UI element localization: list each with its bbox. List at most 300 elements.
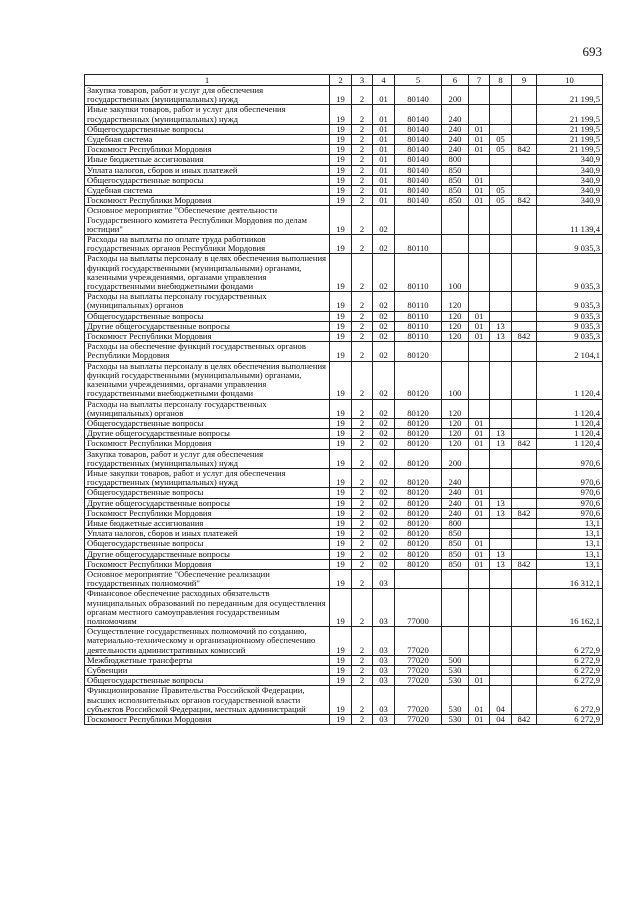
amount-cell: 340,9 bbox=[537, 175, 603, 185]
code-cell: 05 bbox=[490, 196, 512, 206]
code-cell bbox=[512, 665, 537, 675]
amount-cell: 970,6 bbox=[537, 468, 603, 487]
row-name-cell: Расходы на выплаты персоналу в целях обеспечения выполнения функций государственными (муниципальными) органами, казенными учреждениями, органами управления государственными внебюджетными фондами bbox=[85, 254, 330, 292]
code-cell: 19 bbox=[330, 155, 352, 165]
code-cell: 240 bbox=[442, 105, 469, 124]
code-cell: 19 bbox=[330, 86, 352, 105]
code-cell: 2 bbox=[352, 676, 373, 686]
code-cell: 01 bbox=[469, 715, 490, 725]
code-cell: 2 bbox=[352, 559, 373, 569]
code-cell bbox=[512, 498, 537, 508]
code-cell: 120 bbox=[442, 332, 469, 342]
code-cell bbox=[490, 569, 512, 588]
code-cell: 02 bbox=[373, 468, 395, 487]
code-cell: 01 bbox=[373, 105, 395, 124]
code-cell bbox=[469, 235, 490, 254]
code-cell: 02 bbox=[373, 549, 395, 559]
code-cell: 530 bbox=[442, 676, 469, 686]
amount-cell: 21 199,5 bbox=[537, 135, 603, 145]
code-cell: 80120 bbox=[395, 549, 442, 559]
code-cell: 03 bbox=[373, 627, 395, 656]
row-name-cell: Другие общегосударственные вопросы bbox=[85, 429, 330, 439]
code-cell bbox=[469, 399, 490, 418]
amount-cell: 340,9 bbox=[537, 186, 603, 196]
code-cell: 02 bbox=[373, 439, 395, 449]
code-cell: 2 bbox=[352, 529, 373, 539]
code-cell: 2 bbox=[352, 196, 373, 206]
code-cell bbox=[469, 655, 490, 665]
code-cell bbox=[469, 361, 490, 399]
code-cell bbox=[512, 676, 537, 686]
row-name-cell: Иные бюджетные ассигнования bbox=[85, 155, 330, 165]
row-name-cell: Общегосударственные вопросы bbox=[85, 539, 330, 549]
code-cell: 19 bbox=[330, 449, 352, 468]
code-cell: 2 bbox=[352, 321, 373, 331]
code-cell: 19 bbox=[330, 145, 352, 155]
code-cell: 19 bbox=[330, 498, 352, 508]
table-row bbox=[85, 627, 603, 656]
code-cell: 800 bbox=[442, 155, 469, 165]
code-cell: 240 bbox=[442, 508, 469, 518]
code-cell: 80120 bbox=[395, 418, 442, 428]
code-cell bbox=[512, 342, 537, 361]
code-cell: 01 bbox=[469, 124, 490, 134]
code-cell: 01 bbox=[373, 175, 395, 185]
code-cell: 120 bbox=[442, 311, 469, 321]
code-cell: 80110 bbox=[395, 311, 442, 321]
amount-cell: 6 272,9 bbox=[537, 627, 603, 656]
code-cell bbox=[490, 206, 512, 235]
code-cell bbox=[469, 569, 490, 588]
code-cell: 2 bbox=[352, 86, 373, 105]
code-cell bbox=[490, 124, 512, 134]
code-cell: 2 bbox=[352, 311, 373, 321]
code-cell: 80140 bbox=[395, 196, 442, 206]
code-cell bbox=[469, 589, 490, 627]
code-cell: 77020 bbox=[395, 676, 442, 686]
code-cell: 19 bbox=[330, 686, 352, 715]
code-cell: 19 bbox=[330, 235, 352, 254]
table-row bbox=[85, 655, 603, 665]
column-header: 8 bbox=[490, 75, 512, 86]
code-cell: 2 bbox=[352, 175, 373, 185]
code-cell: 02 bbox=[373, 418, 395, 428]
row-name-cell: Госкомюст Республики Мордовия bbox=[85, 332, 330, 342]
row-name-cell: Расходы на выплаты персоналу государственных (муниципальных) органов bbox=[85, 399, 330, 418]
code-cell: 01 bbox=[469, 439, 490, 449]
amount-cell: 970,6 bbox=[537, 449, 603, 468]
code-cell bbox=[512, 311, 537, 321]
code-cell bbox=[490, 676, 512, 686]
code-cell bbox=[512, 569, 537, 588]
code-cell: 2 bbox=[352, 498, 373, 508]
code-cell bbox=[490, 254, 512, 292]
code-cell: 2 bbox=[352, 627, 373, 656]
code-cell bbox=[512, 655, 537, 665]
code-cell: 01 bbox=[373, 145, 395, 155]
code-cell: 13 bbox=[490, 559, 512, 569]
amount-cell: 13,1 bbox=[537, 549, 603, 559]
code-cell bbox=[512, 449, 537, 468]
code-cell: 01 bbox=[469, 539, 490, 549]
code-cell bbox=[442, 569, 469, 588]
code-cell: 02 bbox=[373, 321, 395, 331]
code-cell: 80120 bbox=[395, 559, 442, 569]
code-cell: 13 bbox=[490, 321, 512, 331]
code-cell: 80110 bbox=[395, 254, 442, 292]
code-cell: 01 bbox=[373, 135, 395, 145]
code-cell: 19 bbox=[330, 399, 352, 418]
code-cell: 19 bbox=[330, 676, 352, 686]
table-row bbox=[85, 292, 603, 311]
code-cell bbox=[490, 488, 512, 498]
code-cell: 19 bbox=[330, 627, 352, 656]
code-cell: 80140 bbox=[395, 186, 442, 196]
code-cell: 19 bbox=[330, 342, 352, 361]
table-row bbox=[85, 429, 603, 439]
code-cell: 03 bbox=[373, 715, 395, 725]
code-cell: 240 bbox=[442, 488, 469, 498]
table-row bbox=[85, 488, 603, 498]
table-row bbox=[85, 518, 603, 528]
code-cell: 100 bbox=[442, 254, 469, 292]
row-name-cell: Субвенции bbox=[85, 665, 330, 675]
amount-cell: 970,6 bbox=[537, 498, 603, 508]
amount-cell: 9 035,3 bbox=[537, 311, 603, 321]
table-row bbox=[85, 589, 603, 627]
budget-table bbox=[84, 74, 603, 725]
code-cell: 2 bbox=[352, 488, 373, 498]
code-cell bbox=[512, 589, 537, 627]
code-cell: 19 bbox=[330, 665, 352, 675]
amount-cell: 9 035,3 bbox=[537, 235, 603, 254]
code-cell bbox=[512, 124, 537, 134]
code-cell bbox=[490, 589, 512, 627]
code-cell: 842 bbox=[512, 559, 537, 569]
amount-cell: 1 120,4 bbox=[537, 418, 603, 428]
amount-cell: 13,1 bbox=[537, 559, 603, 569]
code-cell: 100 bbox=[442, 361, 469, 399]
code-cell: 850 bbox=[442, 549, 469, 559]
code-cell: 80140 bbox=[395, 135, 442, 145]
code-cell: 80110 bbox=[395, 321, 442, 331]
code-cell bbox=[490, 86, 512, 105]
code-cell bbox=[442, 235, 469, 254]
table-row bbox=[85, 86, 603, 105]
amount-cell: 9 035,3 bbox=[537, 254, 603, 292]
row-name-cell: Финансовое обеспечение расходных обязательств муниципальных образований по переданным для осуществления органам местного самоуправления государственным полномочиям bbox=[85, 589, 330, 627]
code-cell: 19 bbox=[330, 518, 352, 528]
code-cell: 850 bbox=[442, 539, 469, 549]
column-header: 6 bbox=[442, 75, 469, 86]
code-cell bbox=[512, 165, 537, 175]
amount-cell: 16 312,1 bbox=[537, 569, 603, 588]
table-row bbox=[85, 135, 603, 145]
code-cell: 120 bbox=[442, 429, 469, 439]
code-cell: 80110 bbox=[395, 332, 442, 342]
table-row bbox=[85, 361, 603, 399]
code-cell bbox=[490, 342, 512, 361]
table-row bbox=[85, 715, 603, 725]
code-cell: 77020 bbox=[395, 686, 442, 715]
code-cell: 80110 bbox=[395, 292, 442, 311]
table-row bbox=[85, 332, 603, 342]
code-cell: 240 bbox=[442, 498, 469, 508]
code-cell: 2 bbox=[352, 145, 373, 155]
table-row bbox=[85, 311, 603, 321]
code-cell: 19 bbox=[330, 105, 352, 124]
code-cell: 02 bbox=[373, 539, 395, 549]
code-cell: 03 bbox=[373, 569, 395, 588]
row-name-cell: Иные закупки товаров, работ и услуг для обеспечения государственных (муниципальных) нужд bbox=[85, 105, 330, 124]
table-row bbox=[85, 321, 603, 331]
code-cell bbox=[512, 206, 537, 235]
code-cell bbox=[490, 665, 512, 675]
code-cell: 01 bbox=[373, 186, 395, 196]
code-cell: 19 bbox=[330, 559, 352, 569]
code-cell: 19 bbox=[330, 715, 352, 725]
code-cell bbox=[490, 529, 512, 539]
table-row bbox=[85, 529, 603, 539]
column-header: 4 bbox=[373, 75, 395, 86]
code-cell: 01 bbox=[373, 86, 395, 105]
code-cell: 2 bbox=[352, 342, 373, 361]
code-cell: 02 bbox=[373, 206, 395, 235]
code-cell: 530 bbox=[442, 686, 469, 715]
code-cell: 01 bbox=[469, 332, 490, 342]
code-cell bbox=[490, 655, 512, 665]
amount-cell: 9 035,3 bbox=[537, 292, 603, 311]
code-cell: 2 bbox=[352, 449, 373, 468]
code-cell: 01 bbox=[469, 145, 490, 155]
code-cell: 77020 bbox=[395, 665, 442, 675]
code-cell: 19 bbox=[330, 361, 352, 399]
code-cell bbox=[512, 235, 537, 254]
code-cell: 77020 bbox=[395, 627, 442, 656]
code-cell: 19 bbox=[330, 321, 352, 331]
code-cell bbox=[469, 254, 490, 292]
code-cell: 01 bbox=[469, 559, 490, 569]
column-header: 1 bbox=[85, 75, 330, 86]
row-name-cell: Госкомюст Республики Мордовия bbox=[85, 439, 330, 449]
row-name-cell: Осуществление государственных полномочий по созданию, материально-техническому и организационному обеспечению деятельности административных комиссий bbox=[85, 627, 330, 656]
code-cell bbox=[442, 627, 469, 656]
code-cell: 19 bbox=[330, 332, 352, 342]
code-cell: 850 bbox=[442, 529, 469, 539]
code-cell: 03 bbox=[373, 589, 395, 627]
code-cell bbox=[512, 86, 537, 105]
amount-cell: 6 272,9 bbox=[537, 655, 603, 665]
row-name-cell: Общегосударственные вопросы bbox=[85, 676, 330, 686]
code-cell: 05 bbox=[490, 186, 512, 196]
code-cell: 19 bbox=[330, 569, 352, 588]
code-cell: 80140 bbox=[395, 165, 442, 175]
code-cell: 19 bbox=[330, 468, 352, 487]
code-cell: 2 bbox=[352, 186, 373, 196]
code-cell: 850 bbox=[442, 559, 469, 569]
row-name-cell: Госкомюст Республики Мордовия bbox=[85, 145, 330, 155]
amount-cell: 6 272,9 bbox=[537, 665, 603, 675]
code-cell: 2 bbox=[352, 165, 373, 175]
code-cell bbox=[512, 518, 537, 528]
code-cell bbox=[512, 488, 537, 498]
code-cell: 04 bbox=[490, 715, 512, 725]
code-cell: 03 bbox=[373, 686, 395, 715]
code-cell: 2 bbox=[352, 715, 373, 725]
amount-cell: 1 120,4 bbox=[537, 439, 603, 449]
code-cell: 240 bbox=[442, 135, 469, 145]
code-cell: 19 bbox=[330, 549, 352, 559]
row-name-cell: Закупка товаров, работ и услуг для обеспечения государственных (муниципальных) нужд bbox=[85, 449, 330, 468]
code-cell: 02 bbox=[373, 559, 395, 569]
column-header: 7 bbox=[469, 75, 490, 86]
row-name-cell: Уплата налогов, сборов и иных платежей bbox=[85, 165, 330, 175]
code-cell: 530 bbox=[442, 715, 469, 725]
code-cell: 2 bbox=[352, 569, 373, 588]
code-cell bbox=[490, 518, 512, 528]
column-header: 9 bbox=[512, 75, 537, 86]
code-cell: 842 bbox=[512, 332, 537, 342]
code-cell: 80120 bbox=[395, 342, 442, 361]
code-cell: 240 bbox=[442, 468, 469, 487]
code-cell: 80140 bbox=[395, 124, 442, 134]
row-name-cell: Общегосударственные вопросы bbox=[85, 124, 330, 134]
code-cell: 2 bbox=[352, 468, 373, 487]
row-name-cell: Общегосударственные вопросы bbox=[85, 488, 330, 498]
code-cell bbox=[490, 165, 512, 175]
code-cell: 2 bbox=[352, 254, 373, 292]
code-cell: 01 bbox=[373, 124, 395, 134]
row-name-cell: Общегосударственные вопросы bbox=[85, 175, 330, 185]
code-cell bbox=[469, 165, 490, 175]
code-cell: 842 bbox=[512, 439, 537, 449]
code-cell: 02 bbox=[373, 508, 395, 518]
code-cell bbox=[490, 399, 512, 418]
code-cell: 80120 bbox=[395, 449, 442, 468]
code-cell: 02 bbox=[373, 488, 395, 498]
code-cell bbox=[395, 206, 442, 235]
code-cell: 80140 bbox=[395, 86, 442, 105]
amount-cell: 340,9 bbox=[537, 165, 603, 175]
code-cell: 2 bbox=[352, 292, 373, 311]
code-cell: 01 bbox=[469, 686, 490, 715]
amount-cell: 9 035,3 bbox=[537, 321, 603, 331]
code-cell: 05 bbox=[490, 135, 512, 145]
amount-cell: 11 139,4 bbox=[537, 206, 603, 235]
code-cell bbox=[512, 135, 537, 145]
code-cell: 80120 bbox=[395, 399, 442, 418]
table-row bbox=[85, 254, 603, 292]
table-row bbox=[85, 549, 603, 559]
code-cell: 02 bbox=[373, 518, 395, 528]
code-cell: 800 bbox=[442, 518, 469, 528]
amount-cell: 6 272,9 bbox=[537, 676, 603, 686]
amount-cell: 340,9 bbox=[537, 196, 603, 206]
table-row bbox=[85, 165, 603, 175]
code-cell: 01 bbox=[469, 498, 490, 508]
code-cell bbox=[512, 418, 537, 428]
code-cell: 842 bbox=[512, 508, 537, 518]
code-cell bbox=[469, 518, 490, 528]
code-cell: 19 bbox=[330, 311, 352, 321]
code-cell bbox=[512, 399, 537, 418]
row-name-cell: Госкомюст Республики Мордовия bbox=[85, 715, 330, 725]
code-cell: 240 bbox=[442, 124, 469, 134]
code-cell: 120 bbox=[442, 399, 469, 418]
code-cell bbox=[512, 429, 537, 439]
code-cell: 80120 bbox=[395, 508, 442, 518]
row-name-cell: Общегосударственные вопросы bbox=[85, 311, 330, 321]
code-cell bbox=[490, 235, 512, 254]
row-name-cell: Госкомюст Республики Мордовия bbox=[85, 508, 330, 518]
code-cell bbox=[469, 665, 490, 675]
code-cell: 80120 bbox=[395, 518, 442, 528]
table-row bbox=[85, 508, 603, 518]
code-cell: 13 bbox=[490, 549, 512, 559]
code-cell: 80140 bbox=[395, 175, 442, 185]
code-cell: 02 bbox=[373, 361, 395, 399]
code-cell bbox=[512, 468, 537, 487]
row-name-cell: Госкомюст Республики Мордовия bbox=[85, 559, 330, 569]
code-cell bbox=[469, 155, 490, 165]
code-cell: 80120 bbox=[395, 429, 442, 439]
code-cell: 19 bbox=[330, 206, 352, 235]
code-cell: 02 bbox=[373, 292, 395, 311]
code-cell: 13 bbox=[490, 508, 512, 518]
code-cell: 80120 bbox=[395, 488, 442, 498]
table-row bbox=[85, 665, 603, 675]
row-name-cell: Уплата налогов, сборов и иных платежей bbox=[85, 529, 330, 539]
row-name-cell: Другие общегосударственные вопросы bbox=[85, 498, 330, 508]
row-name-cell: Межбюджетные трансферты bbox=[85, 655, 330, 665]
code-cell bbox=[469, 529, 490, 539]
code-cell: 850 bbox=[442, 196, 469, 206]
code-cell: 05 bbox=[490, 145, 512, 155]
amount-cell: 1 120,4 bbox=[537, 429, 603, 439]
amount-cell: 1 120,4 bbox=[537, 361, 603, 399]
code-cell: 02 bbox=[373, 498, 395, 508]
code-cell bbox=[512, 186, 537, 196]
amount-cell: 13,1 bbox=[537, 539, 603, 549]
table-row bbox=[85, 569, 603, 588]
column-header: 5 bbox=[395, 75, 442, 86]
amount-cell: 13,1 bbox=[537, 518, 603, 528]
code-cell: 2 bbox=[352, 508, 373, 518]
code-cell: 240 bbox=[442, 145, 469, 155]
code-cell: 2 bbox=[352, 549, 373, 559]
code-cell: 19 bbox=[330, 529, 352, 539]
code-cell: 2 bbox=[352, 135, 373, 145]
code-cell: 19 bbox=[330, 196, 352, 206]
code-cell: 13 bbox=[490, 498, 512, 508]
row-name-cell: Иные бюджетные ассигнования bbox=[85, 518, 330, 528]
code-cell: 01 bbox=[469, 549, 490, 559]
code-cell: 2 bbox=[352, 124, 373, 134]
code-cell bbox=[490, 539, 512, 549]
column-header: 3 bbox=[352, 75, 373, 86]
code-cell: 01 bbox=[469, 311, 490, 321]
table-row bbox=[85, 539, 603, 549]
row-name-cell: Судебная система bbox=[85, 186, 330, 196]
code-cell bbox=[490, 155, 512, 165]
code-cell: 2 bbox=[352, 206, 373, 235]
row-name-cell: Расходы на выплаты персоналу государственных (муниципальных) органов bbox=[85, 292, 330, 311]
code-cell: 01 bbox=[373, 165, 395, 175]
code-cell: 01 bbox=[469, 196, 490, 206]
code-cell: 02 bbox=[373, 529, 395, 539]
code-cell bbox=[512, 175, 537, 185]
code-cell: 19 bbox=[330, 292, 352, 311]
